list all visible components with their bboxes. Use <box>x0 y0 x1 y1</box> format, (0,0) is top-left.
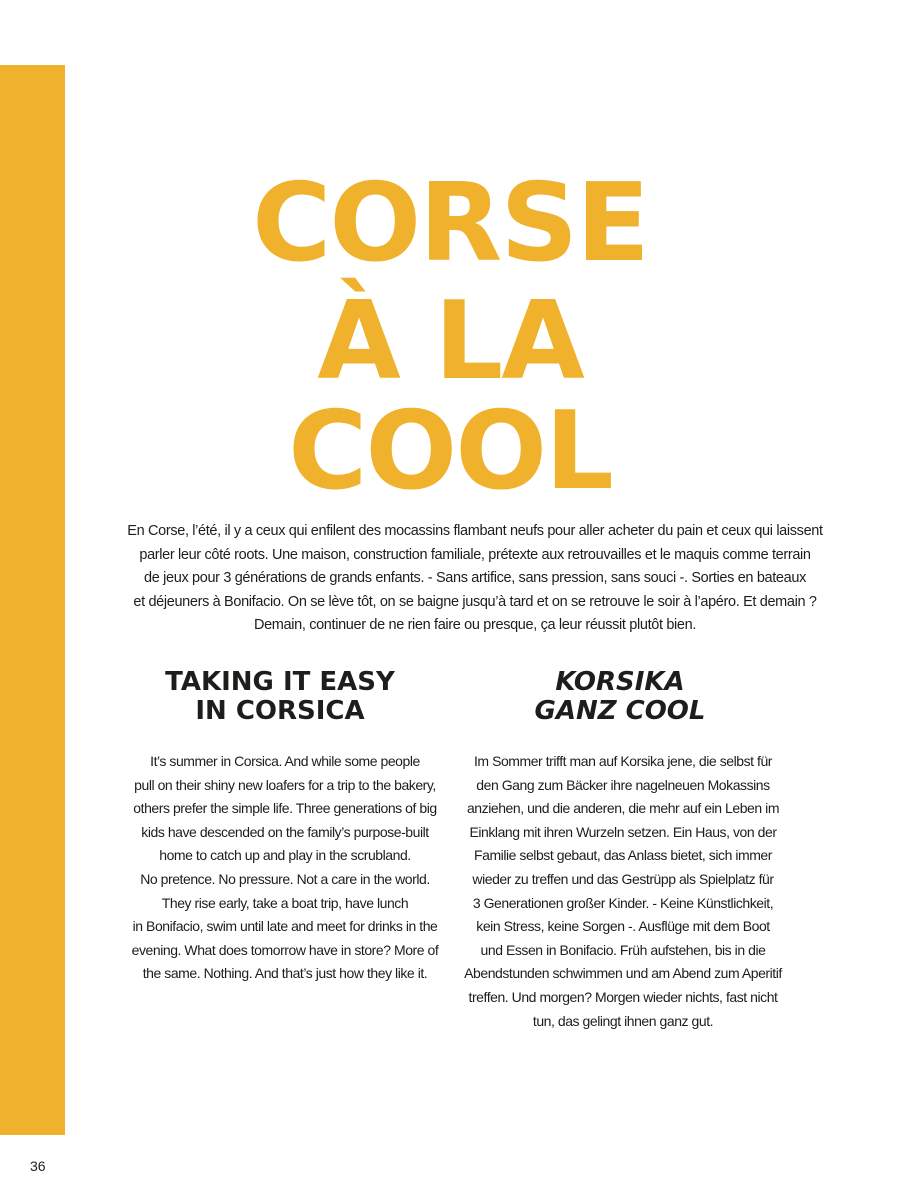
german-title-line-1: KORSIKA <box>555 667 685 697</box>
english-body-line: pull on their shiny new loafers for a trip to the bakery, <box>134 776 436 793</box>
german-body-line: Abendstunden schwimmen und am Abend zum Aperitif <box>464 965 782 982</box>
english-section-title <box>135 668 425 726</box>
german-section-title <box>475 668 765 726</box>
english-body-line: others prefer the simple life. Three generations of big <box>133 800 437 817</box>
headline-line-1: CORSE <box>252 161 648 286</box>
english-body-line: kids have descended on the family’s purpose-built <box>141 823 429 840</box>
english-body-line: home to catch up and play in the scrubland. <box>159 847 411 864</box>
headline-line-3: COOL <box>288 389 612 514</box>
german-body-line: anziehen, und die anderen, die mehr auf ein Leben im <box>466 800 780 817</box>
german-body-text <box>458 750 788 1033</box>
german-body-line: wieder zu treffen und das Gestrüpp als Spielplatz für <box>472 870 774 887</box>
intro-paragraph-french <box>110 520 840 638</box>
intro-line: et déjeuners à Bonifacio. On se lève tôt, on se baigne jusqu’à tard et on se retrouve le soir à l’apéro. Et demain ? <box>133 593 817 610</box>
english-body-line: in Bonifacio, swim until late and meet for drinks in the <box>132 918 438 935</box>
german-body-line: Im Sommer trifft man auf Korsika jene, die selbst für <box>473 753 772 769</box>
german-body-line: treffen. Und morgen? Morgen wieder nichts, fast nicht <box>468 988 778 1005</box>
german-body-line: 3 Generationen großer Kinder. - Keine Künstlichkeit, <box>472 894 774 911</box>
english-body-line: It’s summer in Corsica. And while some people <box>150 753 420 769</box>
german-body-line: und Essen in Bonifacio. Früh aufstehen, bis in die <box>480 941 766 958</box>
german-title-line-2: GANZ COOL <box>534 696 706 726</box>
english-body-line: They rise early, take a boat trip, have lunch <box>161 894 409 911</box>
german-body-line: den Gang zum Bäcker ihre nagelneuen Mokassins <box>476 776 770 793</box>
intro-line: En Corse, l’été, il y a ceux qui enfilent des mocassins flambant neufs pour aller acheter du pain et ceux qui laissent <box>127 523 823 539</box>
english-body-line: evening. What does tomorrow have in store? More of <box>131 941 439 958</box>
headline-line-2: À LA <box>317 279 583 404</box>
german-body-line: tun, das gelingt ihnen ganz gut. <box>532 1012 714 1029</box>
english-title-line-2: IN CORSICA <box>195 696 365 726</box>
german-body-line: Familie selbst gebaut, das Anlass bietet, sich immer <box>474 847 772 864</box>
english-title-line-1: TAKING IT EASY <box>165 667 395 697</box>
german-body-line: kein Stress, keine Sorgen -. Ausflüge mit dem Boot <box>476 918 770 935</box>
english-body-line: No pretence. No pressure. Not a care in the world. <box>140 870 430 887</box>
page-number: 36 <box>30 1158 46 1174</box>
intro-line: Demain, continuer de ne rien faire ou presque, ça leur réussit plutôt bien. <box>253 617 697 633</box>
english-body-line: the same. Nothing. And that’s just how they like it. <box>142 965 428 982</box>
english-body-text <box>120 750 450 986</box>
intro-line: de jeux pour 3 générations de grands enfants. - Sans artifice, sans pression, sans souci -. Sorties en bateaux <box>144 570 806 586</box>
german-body-line: Einklang mit ihren Wurzeln setzen. Ein Haus, von der <box>469 823 777 840</box>
intro-line: parler leur côté roots. Une maison, construction familiale, prétexte aux retrouvailles et le maquis comme terrain <box>139 546 811 563</box>
